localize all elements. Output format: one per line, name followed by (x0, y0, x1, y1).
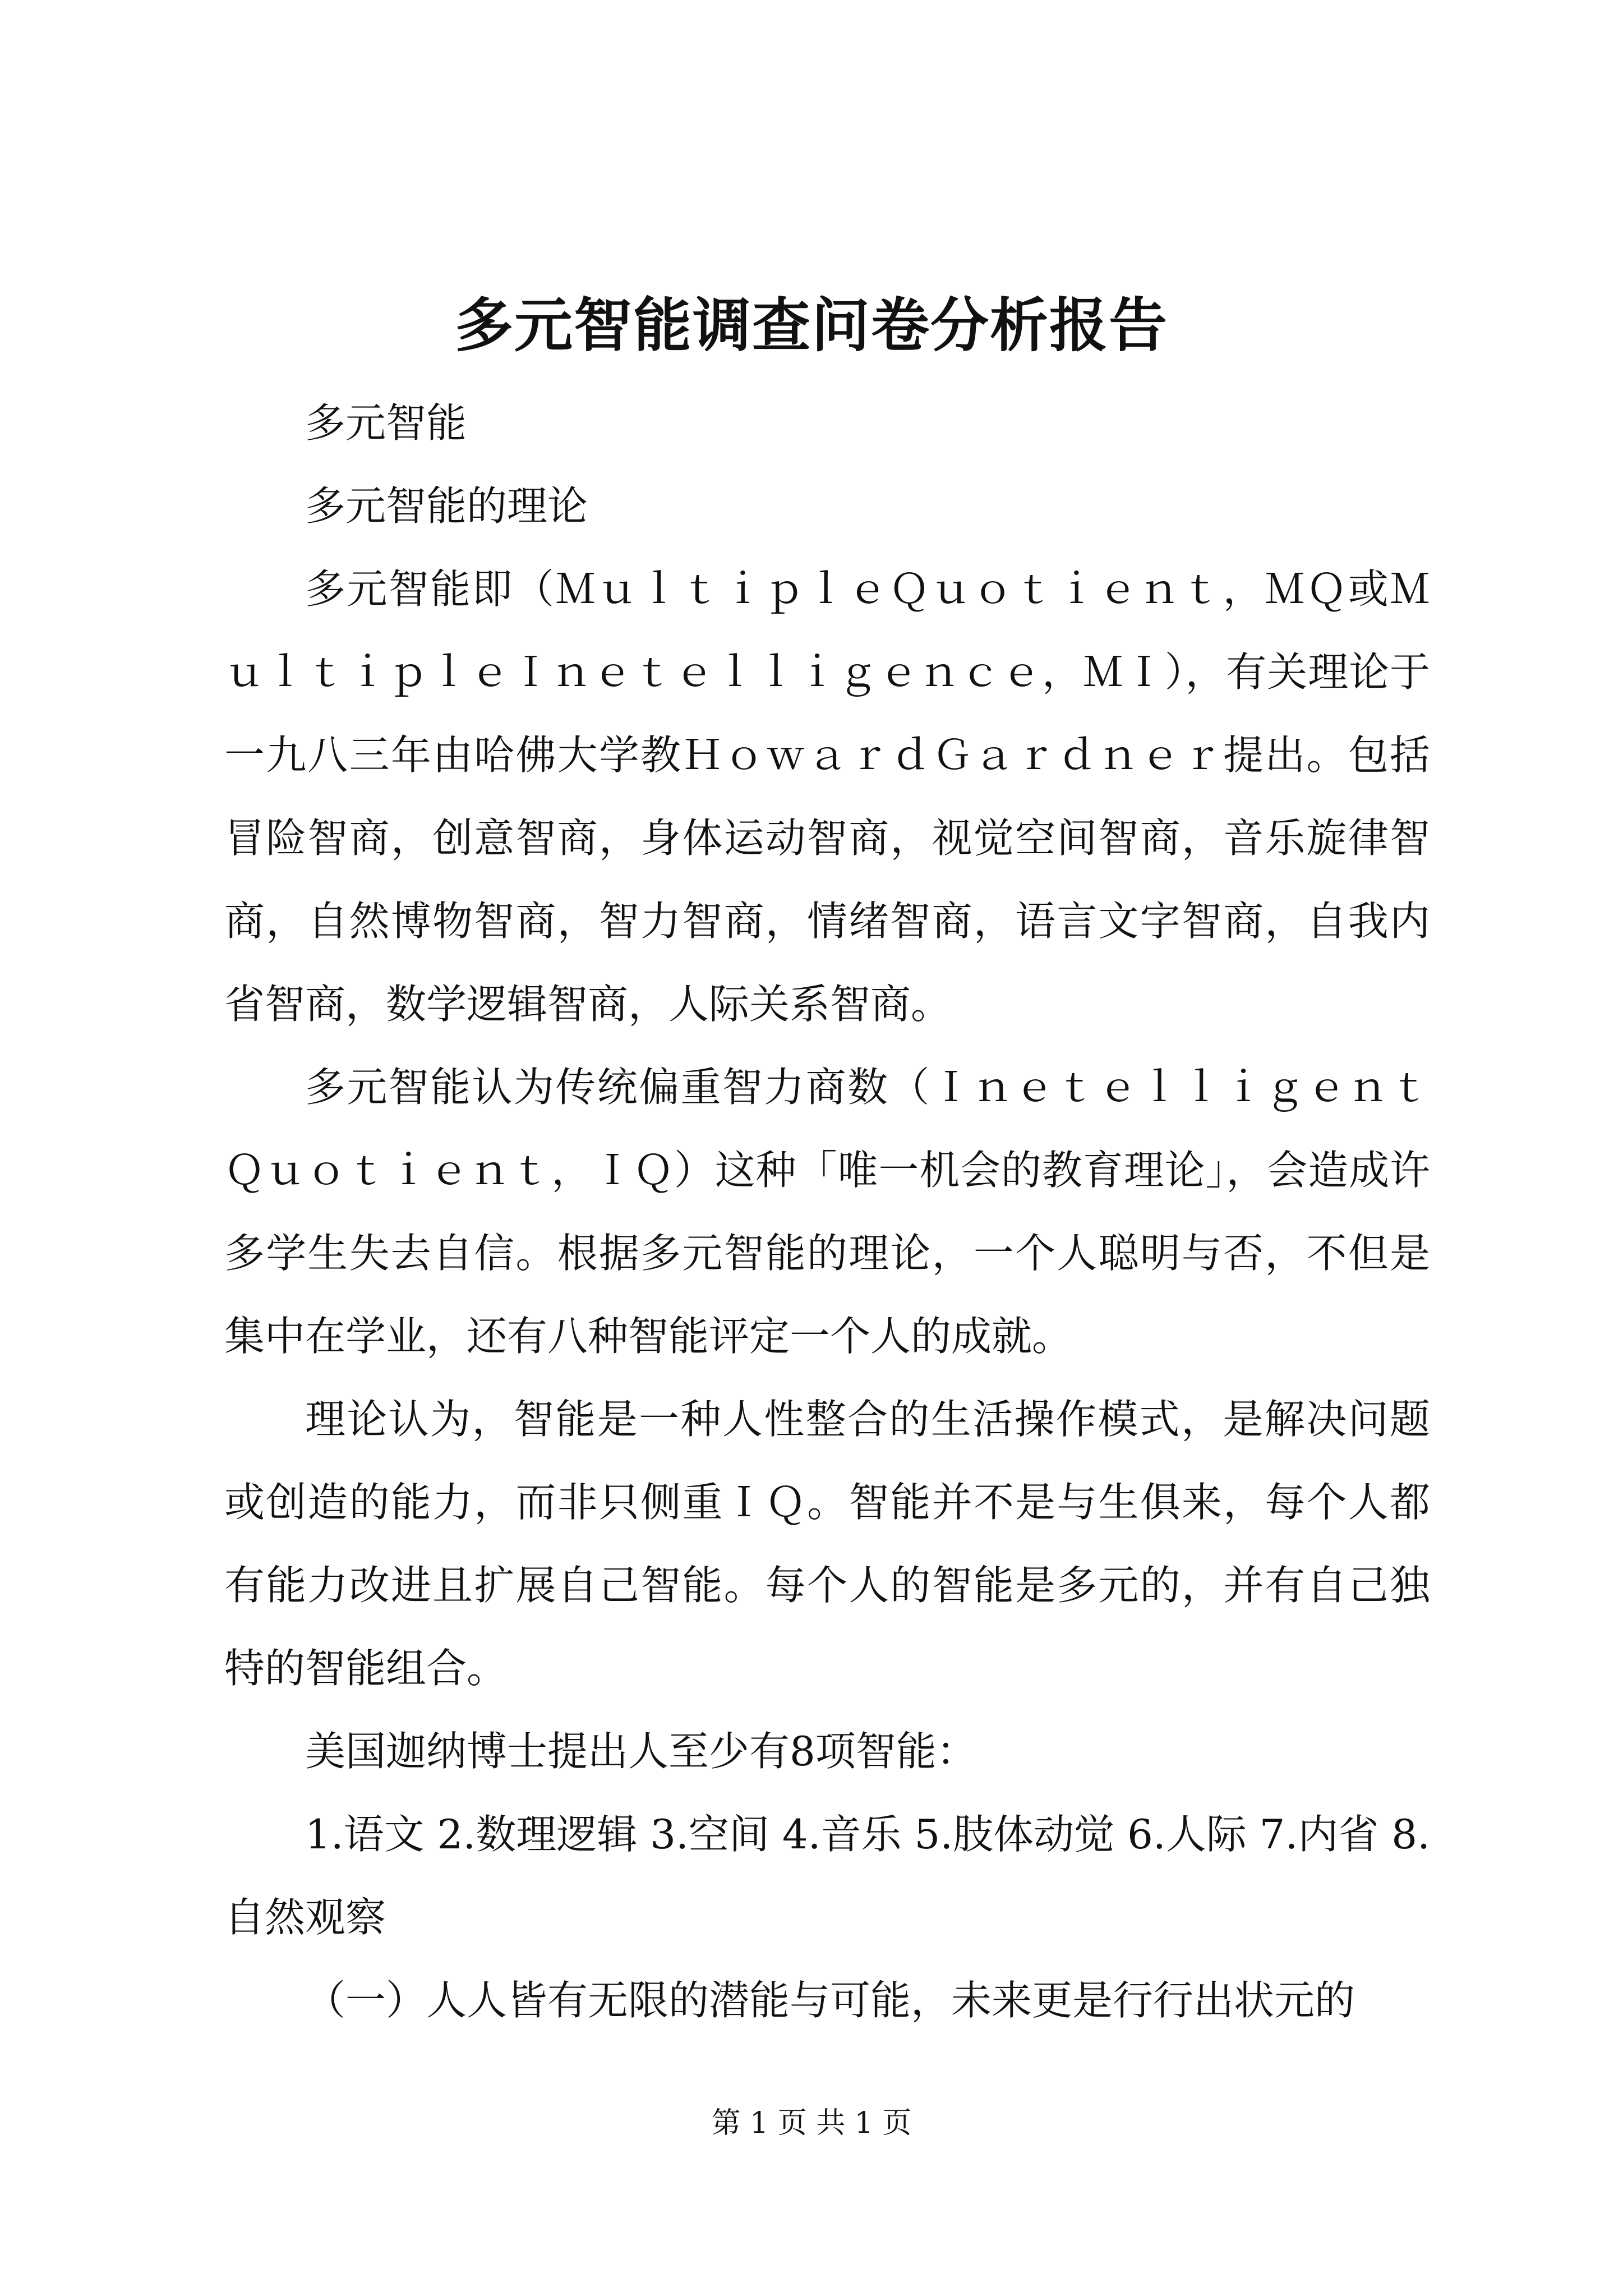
paragraph-theory: 理论认为，智能是一种人性整合的生活操作模式，是解决问题或创造的能力，而非只侧重ＩＱ。智能并不是与生俱来，每个人都有能力改进且扩展自己智能。每个人的智能是多元的，并有自己独特的智能组合。 (224, 1396, 1430, 1692)
page-footer: 第 1 页 共 1 页 (711, 2106, 912, 2140)
document-title: 多元智能调查问卷分析报告 (454, 291, 1168, 360)
paragraph-heading-1: 多元智能 (305, 399, 467, 447)
paragraph-eight-intelligences-intro: 美国迦纳博士提出人至少有8项智能： (305, 1728, 977, 1775)
paragraph-heading-2: 多元智能的理论 (305, 482, 588, 530)
paragraph-intelligences-list: 1.语文 2.数理逻辑 3.空间 4.音乐 5.肢体动觉 6.人际 7.内省 8.自然观察 (224, 1811, 1430, 1941)
paragraph-section-one: （一）人人皆有无限的潜能与可能，未来更是行行出状元的 (305, 1977, 1355, 2024)
paragraph-intro: 多元智能即（ＭｕｌｔｉｐｌｅＱｕｏｔｉｅｎｔ，ＭＱ或ＭｕｌｔｉｐｌｅＩｎｅｔｅｌｌｉｇｅｎｃｅ，ＭＩ），有关理论于一九八三年由哈佛大学教ＨｏｗａｒｄＧａｒｄｎｅｒ提出。包括冒险智商，创意智商，身体运动智商，视觉空间智商，音乐旋律智商，自然博物智商，智力智商，情绪智商，语言文字智商，自我内省智商，数学逻辑智商，人际关系智商。 (224, 565, 1430, 1028)
paragraph-iq-critique: 多元智能认为传统偏重智力商数（ＩｎｅｔｅｌｌｉｇｅｎｔＱｕｏｔｉｅｎｔ，ＩＱ）这种「唯一机会的教育理论」，会造成许多学生失去自信。根据多元智能的理论，一个人聪明与否，不但是集中在学业，还有八种智能评定一个人的成就。 (224, 1064, 1430, 1360)
